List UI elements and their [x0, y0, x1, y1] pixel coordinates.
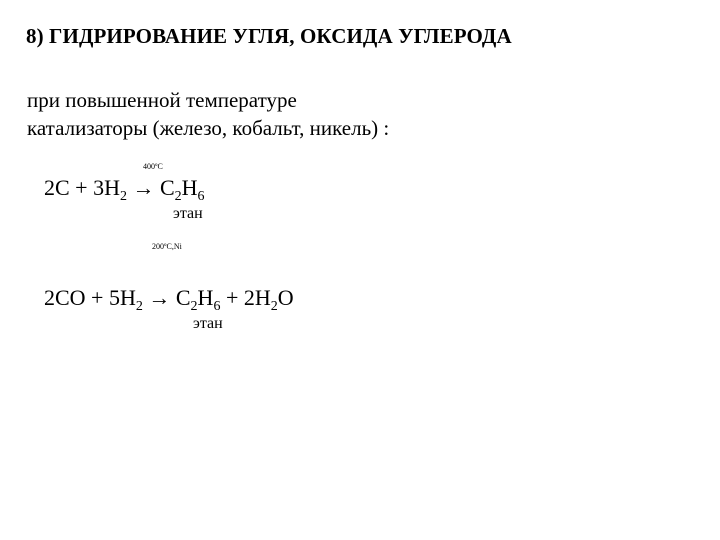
reaction1-reactants: 2C + 3H	[44, 175, 120, 200]
reaction1-h2-subscript: 2	[119, 189, 127, 204]
reaction2-h2-subscript: 2	[135, 299, 143, 314]
reaction2-hydrogen: H	[197, 285, 214, 310]
reaction2-arrow-carbon: → C	[142, 285, 191, 310]
reaction2-product-name: этан	[193, 315, 223, 332]
reaction2-oxygen: O	[277, 285, 294, 310]
reaction1-hydrogen: H	[181, 175, 198, 200]
reaction1-c2-subscript: 2	[174, 189, 182, 204]
reaction1-h6-subscript: 6	[197, 189, 205, 204]
reaction2-water-subscript: 2	[270, 299, 278, 314]
reaction2-equation	[44, 285, 294, 314]
reaction1-condition: 400ºC	[143, 162, 163, 171]
reaction2-h6-subscript: 6	[213, 299, 221, 314]
slide-title: 8) ГИДРИРОВАНИЕ УГЛЯ, ОКСИДА УГЛЕРОДА	[26, 24, 512, 48]
condition-temperature: при повышенной температуре	[27, 88, 297, 112]
reaction2-condition: 200ºC,Ni	[152, 242, 182, 251]
reaction2-c2-subscript: 2	[190, 299, 198, 314]
reaction2-reactants: 2CO + 5H	[44, 285, 136, 310]
reaction2-plus-water: + 2H	[220, 285, 271, 310]
condition-catalysts: катализаторы (железо, кобальт, никель) :	[27, 116, 390, 140]
reaction1-arrow-carbon: → C	[126, 175, 175, 200]
reaction1-equation	[44, 175, 205, 204]
reaction1-product-name: этан	[173, 205, 203, 222]
